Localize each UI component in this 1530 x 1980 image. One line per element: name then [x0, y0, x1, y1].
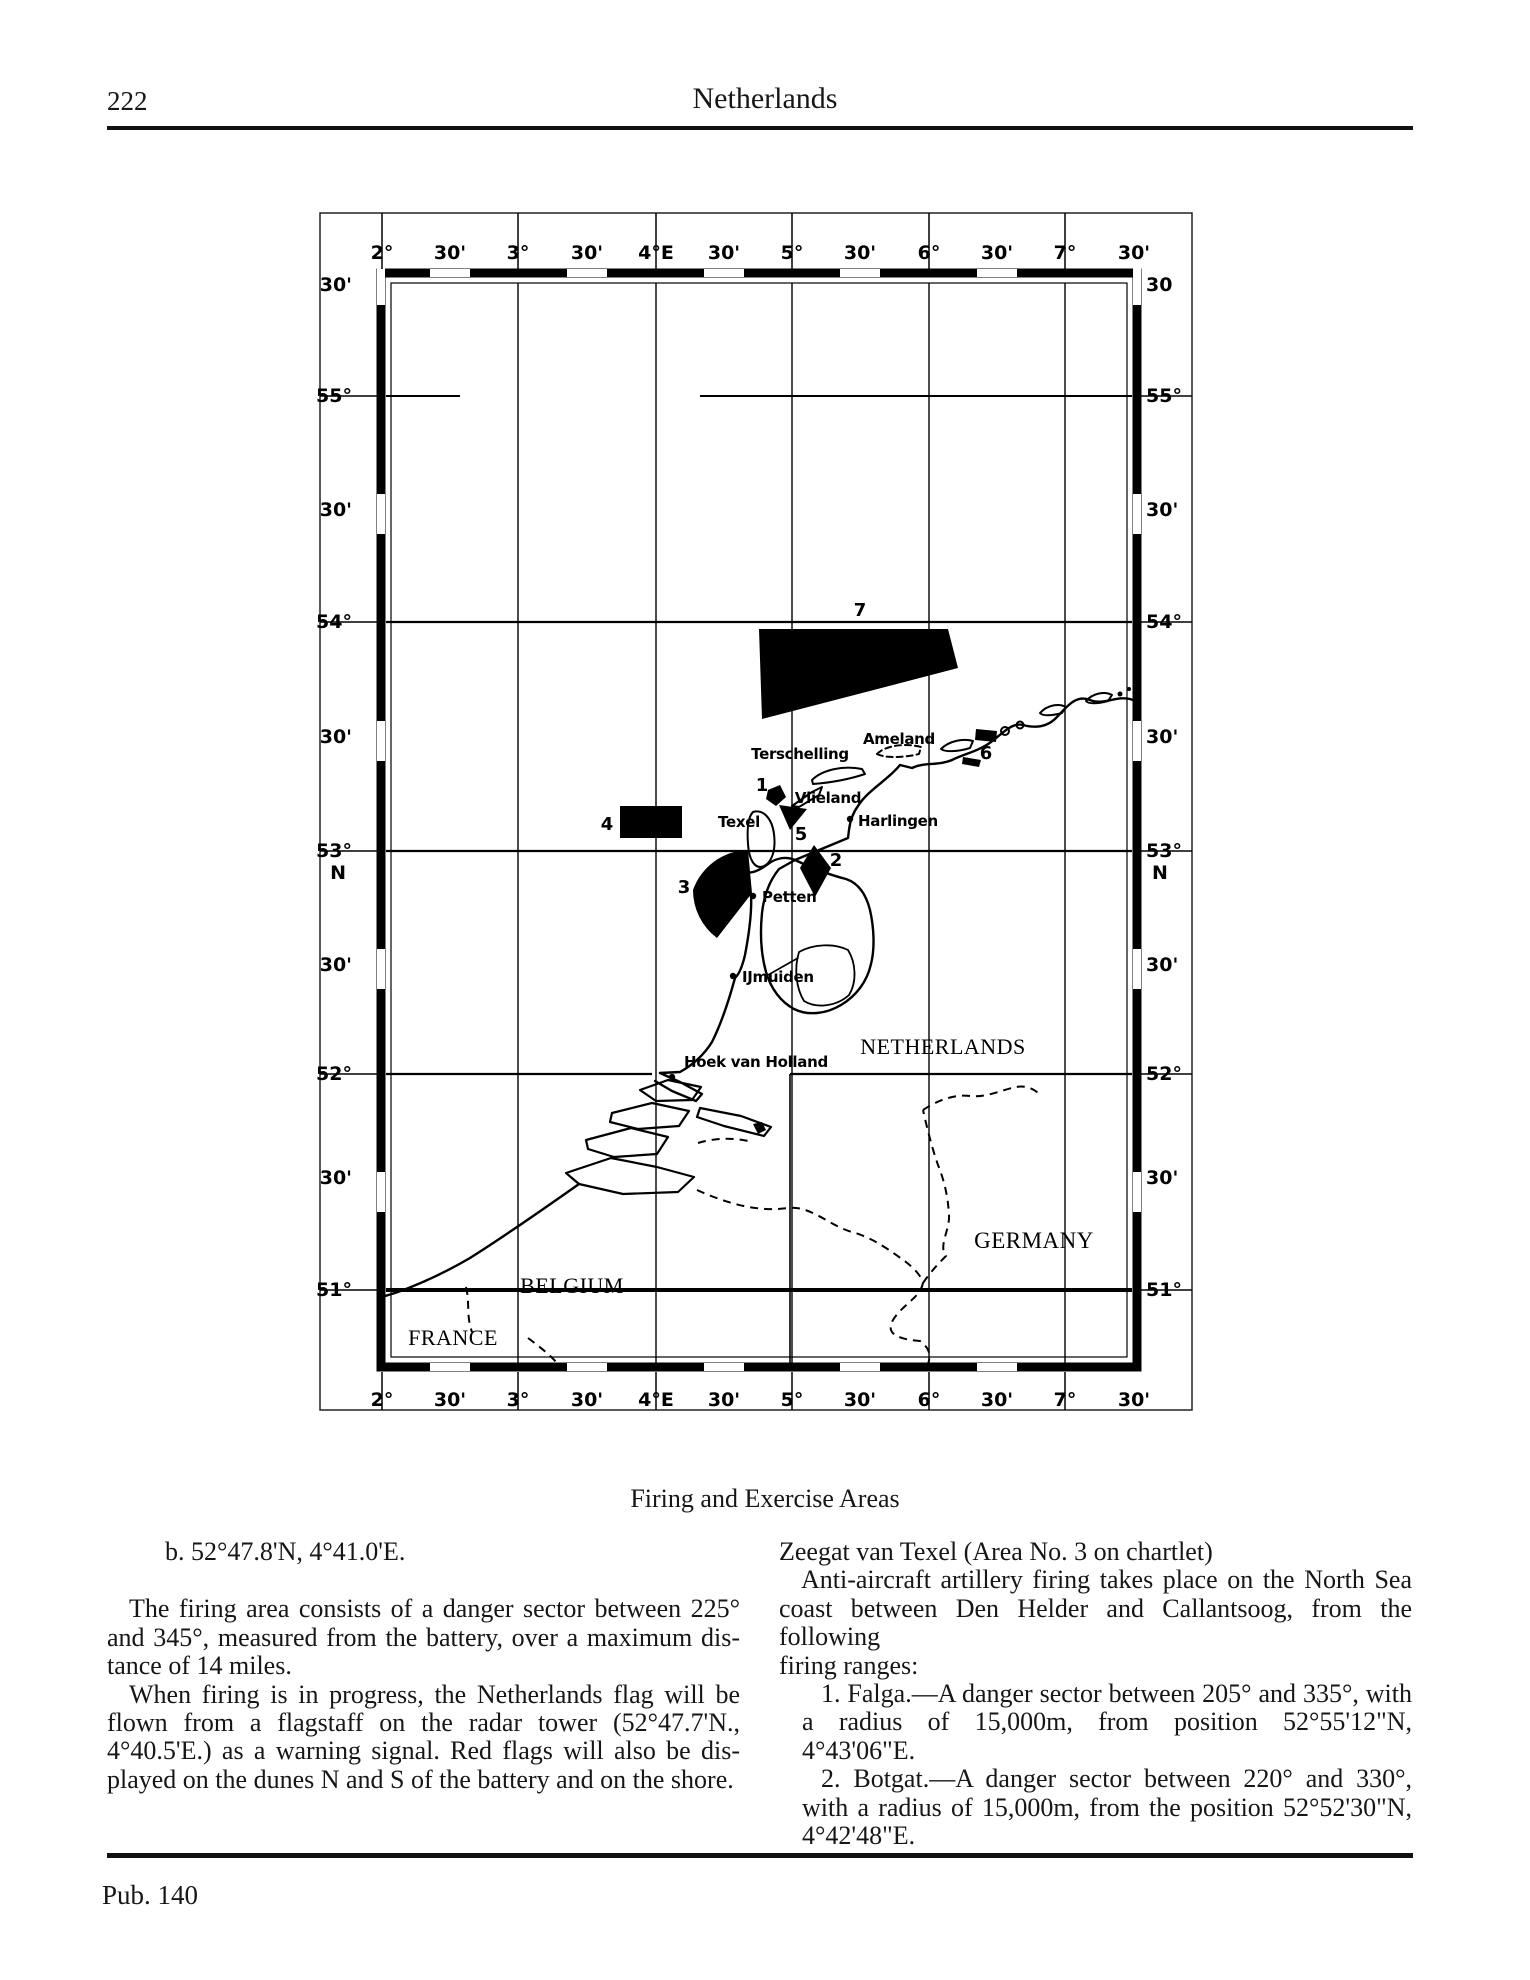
lon-bot-9: 30': [980, 1389, 1014, 1411]
germany-border-south: [891, 1283, 930, 1364]
latitude-labels-left: [316, 274, 352, 1301]
delta-island-5: [566, 1158, 694, 1194]
country-borders: [466, 1087, 1041, 1364]
firing-area-4-shape: [620, 806, 682, 838]
ems-estuary-dashes: [923, 1087, 1041, 1110]
lon-top-6: 5°: [780, 242, 804, 264]
lat-right-8: 30': [1146, 1167, 1179, 1189]
firing-area-7-shape: [759, 629, 958, 719]
longitude-labels-bottom: [371, 1389, 1151, 1411]
lon-top-1: 30': [433, 242, 467, 264]
lon-top-8: 6°: [917, 242, 941, 264]
firing-area-6-shape-a: [975, 729, 997, 742]
latitude-labels-right: [1146, 274, 1182, 1301]
left-para2-line: When firing is in progress, the Netherlands flag will be: [129, 1679, 740, 1709]
lon-bot-0: 2°: [370, 1389, 394, 1411]
lon-top-9: 30': [980, 242, 1014, 264]
vlieland-label: Vlieland: [794, 789, 862, 807]
lat-right-0: 30: [1146, 274, 1173, 296]
area-label-6: 6: [979, 743, 993, 764]
lat-right-1: 55°: [1146, 385, 1182, 407]
lat-right-5: 53°: [1146, 840, 1182, 862]
page-title: Netherlands: [692, 82, 838, 115]
lon-bot-2: 3°: [506, 1389, 530, 1411]
longitude-labels-top: [371, 242, 1151, 264]
belgium-label: BELGIUM: [520, 1273, 624, 1298]
falga-item-line: 1. Falga.—A danger sector between 205° and 335°, with: [821, 1679, 1412, 1709]
zeeland-dashes: [698, 1139, 752, 1143]
lat-right-2: 30': [1146, 499, 1179, 521]
left-para1-line: and 345°, measured from the battery, over a maximum dis-: [107, 1622, 740, 1652]
lon-bot-6: 5°: [780, 1389, 804, 1411]
lat-left-2: 30': [319, 499, 352, 521]
netherlands-germany-border: [923, 1110, 949, 1283]
islet-dot-1: [1118, 692, 1123, 697]
harlingen-dot: [847, 816, 853, 822]
lat-right-6: 30': [1146, 954, 1179, 976]
texel-label: Texel: [718, 813, 760, 831]
left-para1-line: The firing area consists of a danger sector between 225°: [129, 1594, 740, 1624]
left-para2-line: played on the dunes N and S of the battery and on the shore.: [107, 1764, 734, 1794]
lat-left-n: N: [330, 862, 346, 884]
lon-top-0: 2°: [370, 242, 394, 264]
lon-top-7: 30': [843, 242, 877, 264]
lon-top-3: 30': [570, 242, 604, 264]
delta-island-3: [610, 1103, 689, 1129]
terschelling-label: Terschelling: [751, 745, 849, 763]
area-label-5: 5: [794, 824, 808, 845]
falga-item-line: a radius of 15,000m, from position 52°55'12"N, 4°43'06"E.: [802, 1707, 1412, 1765]
france-label: FRANCE: [408, 1325, 498, 1350]
harlingen-label: Harlingen: [858, 812, 938, 830]
right-heading: Zeegat van Texel (Area No. 3 on chartlet): [779, 1537, 1213, 1566]
lon-bot-8: 6°: [917, 1389, 941, 1411]
position-item-b: b. 52°47.8'N, 4°41.0'E.: [165, 1537, 406, 1566]
botgat-item-line: 4°42'48"E.: [802, 1821, 916, 1851]
left-column: [107, 1538, 740, 1850]
ijmuiden-dot: [730, 973, 736, 979]
area-label-3: 3: [677, 877, 691, 898]
body-text: [107, 1538, 1413, 1850]
lat-left-5: 53°: [316, 840, 352, 862]
france-border-dashes: [528, 1338, 558, 1364]
lat-right-4: 30': [1146, 726, 1179, 748]
lon-top-2: 3°: [506, 242, 530, 264]
lon-bot-1: 30': [433, 1389, 467, 1411]
area-label-1: 1: [755, 775, 769, 796]
lat-left-9: 51°: [316, 1279, 352, 1301]
firing-area-6-shape-b: [962, 757, 981, 767]
page-number: 222: [107, 86, 148, 116]
area-label-7: 7: [853, 600, 867, 621]
lon-bot-3: 30': [570, 1389, 604, 1411]
firing-area-1-shape: [766, 785, 786, 806]
lat-left-6: 30': [319, 954, 352, 976]
area-label-4: 4: [600, 814, 614, 835]
netherlands-label: NETHERLANDS: [860, 1034, 1026, 1059]
left-para2-line: flown from a flagstaff on the radar tower (52°47.7'N.,: [107, 1708, 740, 1738]
publication-number: Pub. 140: [102, 1880, 199, 1910]
terschelling-outline: [812, 768, 865, 784]
islet-dot-2: [1127, 687, 1131, 691]
botgat-item-line: 2. Botgat.—A danger sector between 220° and 330°,: [821, 1764, 1412, 1794]
lat-right-9: 51°: [1146, 1279, 1182, 1301]
right-para1-line: Anti-aircraft artillery firing takes place on the North Sea: [801, 1565, 1412, 1595]
lon-top-5: 30': [707, 242, 741, 264]
lat-right-7: 52°: [1146, 1063, 1182, 1085]
lat-left-3: 54°: [316, 611, 352, 633]
lon-top-4: 4°E: [638, 242, 674, 264]
botgat-item-line: with a radius of 15,000m, from the position 52°52'30"N,: [802, 1792, 1412, 1822]
lat-left-7: 52°: [316, 1063, 352, 1085]
ameland-label: Ameland: [863, 730, 935, 748]
lat-left-1: 55°: [316, 385, 352, 407]
lat-right-3: 54°: [1146, 611, 1182, 633]
footer-rule: [107, 1853, 1413, 1858]
hoek-van-holland-label: Hoek van Holland: [684, 1053, 828, 1071]
country-labels: [408, 1034, 1094, 1350]
map-caption: Firing and Exercise Areas: [630, 1484, 900, 1513]
area-label-2: 2: [829, 850, 843, 871]
right-para1-line: coast between Den Helder and Callantsoog, from the following: [779, 1593, 1412, 1652]
ijmuiden-label: IJmuiden: [742, 968, 814, 986]
lon-top-11: 30': [1117, 242, 1151, 264]
lon-bot-5: 30': [707, 1389, 741, 1411]
lon-bot-11: 30': [1117, 1389, 1151, 1411]
belgium-netherlands-border: [697, 1190, 923, 1283]
petten-dot: [750, 893, 756, 899]
lon-bot-10: 7°: [1053, 1389, 1077, 1411]
firing-area-3-shape: [693, 850, 752, 938]
lon-top-10: 7°: [1053, 242, 1077, 264]
germany-label: GERMANY: [974, 1228, 1094, 1253]
lon-bot-7: 30': [843, 1389, 877, 1411]
right-column: [779, 1538, 1412, 1850]
lon-bot-4: 4°E: [638, 1389, 674, 1411]
left-para1-line: tance of 14 miles.: [107, 1651, 292, 1681]
lat-left-0: 30': [319, 274, 352, 296]
hoek-van-holland-dot: [669, 1074, 675, 1080]
right-para1-line: firing ranges:: [779, 1650, 919, 1680]
lat-left-8: 30': [319, 1167, 352, 1189]
schiermonnikoog-outline: [941, 740, 973, 751]
left-para2-line: 4°40.5'E.) as a warning signal. Red flags will also be dis-: [107, 1736, 740, 1766]
lat-left-4: 30': [319, 726, 352, 748]
petten-label: Petten: [762, 888, 817, 906]
lat-right-n: N: [1152, 862, 1168, 884]
